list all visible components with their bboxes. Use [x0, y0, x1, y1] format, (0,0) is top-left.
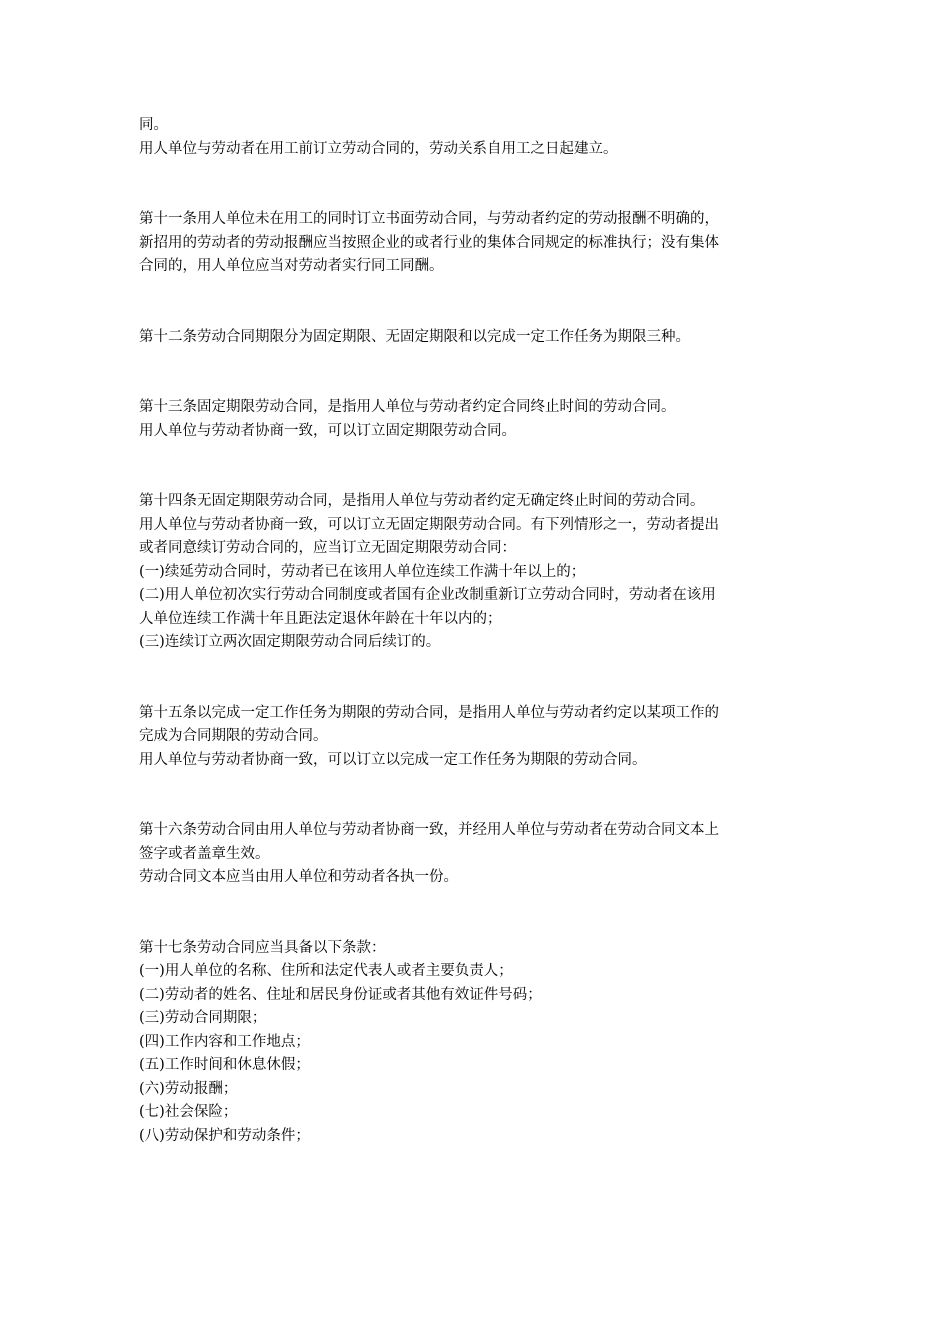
paragraph-block — [139, 114, 815, 161]
text-line: 第十五条以完成一定工作任务为期限的劳动合同，是指用人单位与劳动者约定以某项工作的 — [139, 704, 719, 721]
text-line: (七)社会保险； — [139, 1104, 238, 1120]
paragraph-gap — [139, 655, 815, 702]
text-line: 用人单位与劳动者协商一致，可以订立以完成一定工作任务为期限的劳动合同。 — [139, 751, 647, 768]
article-12 — [139, 326, 815, 350]
text-line: (三)连续订立两次固定期限劳动合同后续订的。 — [139, 634, 441, 650]
article-14 — [139, 490, 815, 655]
paragraph-gap — [139, 890, 815, 937]
text-line: 签字或者盖章生效。 — [139, 845, 270, 862]
text-line: (二)劳动者的姓名、住址和居民身份证或者其他有效证件号码； — [139, 986, 542, 1003]
text-line: 新招用的劳动者的劳动报酬应当按照企业的或者行业的集体合同规定的标准执行；没有集体 — [139, 234, 719, 251]
text-line: (六)劳动报酬； — [139, 1080, 238, 1097]
article-15 — [139, 702, 815, 773]
text-line: 第十三条固定期限劳动合同，是指用人单位与劳动者约定合同终止时间的劳动合同。 — [139, 399, 676, 415]
text-line: (一)续延劳动合同时，劳动者已在该用人单位连续工作满十年以上的； — [139, 563, 586, 580]
paragraph-gap — [139, 349, 815, 396]
paragraph-gap — [139, 161, 815, 208]
paragraph-gap — [139, 772, 815, 819]
text-line: (八)劳动保护和劳动条件； — [139, 1127, 310, 1144]
text-line: 第十二条劳动合同期限分为固定期限、无固定期限和以完成一定工作任务为期限三种。 — [139, 328, 690, 345]
text-line: 第十七条劳动合同应当具备以下条款： — [139, 939, 386, 956]
text-line: 合同的，用人单位应当对劳动者实行同工同酬。 — [139, 258, 444, 274]
text-line: 劳动合同文本应当由用人单位和劳动者各执一份。 — [139, 869, 458, 885]
article-13 — [139, 396, 815, 443]
text-line: 第十四条无固定期限劳动合同，是指用人单位与劳动者约定无确定终止时间的劳动合同。 — [139, 493, 705, 509]
text-line: 用人单位与劳动者协商一致，可以订立无固定期限劳动合同。有下列情形之一，劳动者提出 — [139, 516, 719, 533]
text-line: 用人单位与劳动者协商一致，可以订立固定期限劳动合同。 — [139, 422, 516, 439]
article-11 — [139, 208, 815, 279]
text-line: 人单位连续工作满十年且距法定退休年龄在十年以内的； — [139, 610, 502, 627]
text-line: 第十一条用人单位未在用工的同时订立书面劳动合同，与劳动者约定的劳动报酬不明确的， — [139, 211, 719, 227]
text-line: 或者同意续订劳动合同的，应当订立无固定期限劳动合同： — [139, 540, 516, 556]
article-17 — [139, 937, 815, 1149]
paragraph-gap — [139, 443, 815, 490]
paragraph-gap — [139, 279, 815, 326]
text-line: (三)劳动合同期限； — [139, 1010, 267, 1026]
text-line: 完成为合同期限的劳动合同。 — [139, 728, 328, 744]
text-line: 用人单位与劳动者在用工前订立劳动合同的，劳动关系自用工之日起建立。 — [139, 140, 618, 157]
text-line: (二)用人单位初次实行劳动合同制度或者国有企业改制重新订立劳动合同时，劳动者在该用 — [139, 587, 716, 603]
text-line: 第十六条劳动合同由用人单位与劳动者协商一致，并经用人单位与劳动者在劳动合同文本上 — [139, 822, 719, 838]
article-16 — [139, 819, 815, 890]
text-line: (四)工作内容和工作地点； — [139, 1033, 310, 1050]
document-body — [139, 114, 815, 1148]
text-line: (一)用人单位的名称、住所和法定代表人或者主要负责人； — [139, 963, 513, 979]
text-line: (五)工作时间和休息休假； — [139, 1057, 310, 1073]
text-line: 同。 — [139, 117, 168, 133]
